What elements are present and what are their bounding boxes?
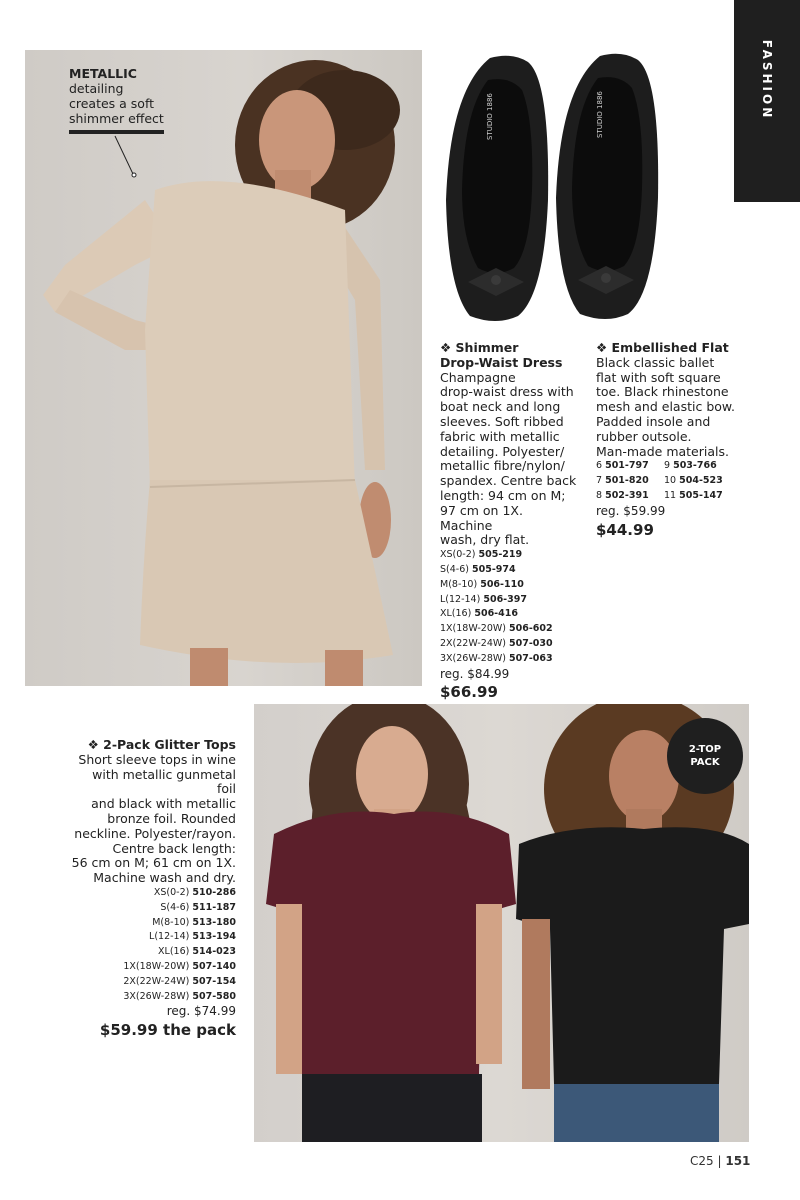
size-code-row: 7 501-820 <box>596 475 649 487</box>
callout-line: creates a soft <box>69 96 155 111</box>
embellished-flat-product <box>596 341 746 540</box>
metallic-callout <box>69 66 164 126</box>
sale-price: $66.99 <box>440 683 498 702</box>
size-code-row: 3X(26W-28W) 507-063 <box>440 652 553 664</box>
page-number: 151 <box>725 1154 751 1168</box>
section-tab <box>734 0 800 202</box>
glitter-tops-product <box>70 738 236 1040</box>
shimmer-dress-product <box>440 341 578 702</box>
product-description: Black classic ballet flat with soft square toe. Black rhinestone mesh and elastic bow. Padded insole and rubber outsole. Man-made materials. <box>596 354 735 459</box>
size-code-row: 10 504-523 <box>664 475 723 487</box>
product-description: Short sleeve tops in wine with metallic gunmetal foil and black with metallic bronze foil. Rounded neckline. Polyester/rayon. Centre back length: 56 cm on M; 61 cm on 1X. Machine wash and dry. <box>71 751 236 886</box>
callout-heading: METALLIC <box>69 66 137 81</box>
size-code-list <box>596 459 746 503</box>
footer-separator: | <box>717 1154 722 1168</box>
right-shoe-brand-mark: STUDIO 1886 <box>596 91 604 138</box>
product-title: ❖ Shimmer Drop-Waist Dress <box>440 340 563 370</box>
size-code-row: XS(0-2) 505-219 <box>440 549 523 561</box>
size-code-row: 11 505-147 <box>664 489 723 501</box>
catalog-code: C25 <box>690 1154 714 1168</box>
size-code-row: M(8-10) 506-110 <box>440 578 524 590</box>
page-footer <box>690 1154 750 1168</box>
dress-model-illustration <box>25 50 422 686</box>
size-code-row: 6 501-797 <box>596 460 649 472</box>
size-code-row: M(8-10) 513-180 <box>152 916 236 928</box>
two-top-pack-badge <box>667 718 743 794</box>
sale-price: $44.99 <box>596 520 654 539</box>
product-title: ❖ Embellished Flat <box>596 340 729 355</box>
size-code-row: 1X(18W-20W) 506-602 <box>440 623 553 635</box>
size-code-list <box>440 548 578 666</box>
product-description: Champagne drop-waist dress with boat neck and long sleeves. Soft ribbed fabric with metallic detailing. Polyester/ metallic fibre/nylon/ spandex. Centre back length: 94 cm on M; 97 cm on 1X. Machine wash, dry flat. <box>440 369 577 548</box>
size-code-row: 8 502-391 <box>596 489 649 501</box>
size-code-row: S(4-6) 505-974 <box>440 563 516 575</box>
regular-price: reg. $84.99 <box>440 666 510 681</box>
size-code-row: 2X(22W-24W) 507-154 <box>123 975 236 987</box>
regular-price: reg. $74.99 <box>166 1004 236 1019</box>
product-title: ❖ 2-Pack Glitter Tops <box>87 737 236 752</box>
size-code-row: 1X(18W-20W) 507-140 <box>123 960 236 972</box>
embellished-flats-photo <box>440 50 740 330</box>
size-code-row: 9 503-766 <box>664 460 717 472</box>
size-code-row: XL(16) 514-023 <box>158 946 236 958</box>
size-code-row: 2X(22W-24W) 507-030 <box>440 637 553 649</box>
ballet-flats-illustration <box>440 50 740 330</box>
badge-line: PACK <box>690 757 720 768</box>
dress-photo <box>25 50 422 686</box>
badge-line: 2-TOP <box>688 744 722 755</box>
regular-price: reg. $59.99 <box>596 503 666 518</box>
callout-underline <box>69 130 164 134</box>
callout-line: shimmer effect <box>69 111 164 126</box>
size-code-row: 3X(26W-28W) 507-580 <box>123 990 236 1002</box>
section-tab-label: FASHION <box>760 39 774 121</box>
size-code-row: XS(0-2) 510-286 <box>153 886 236 898</box>
callout-line: detailing <box>69 81 124 96</box>
size-code-list <box>70 886 236 1004</box>
size-code-row: XL(16) 506-416 <box>440 608 518 620</box>
size-code-row: L(12-14) 513-194 <box>149 931 236 943</box>
left-shoe-brand-mark: STUDIO 1886 <box>486 93 494 140</box>
size-code-row: S(4-6) 511-187 <box>160 901 236 913</box>
size-code-row: L(12-14) 506-397 <box>440 593 527 605</box>
sale-price: $59.99 the pack <box>99 1021 236 1040</box>
